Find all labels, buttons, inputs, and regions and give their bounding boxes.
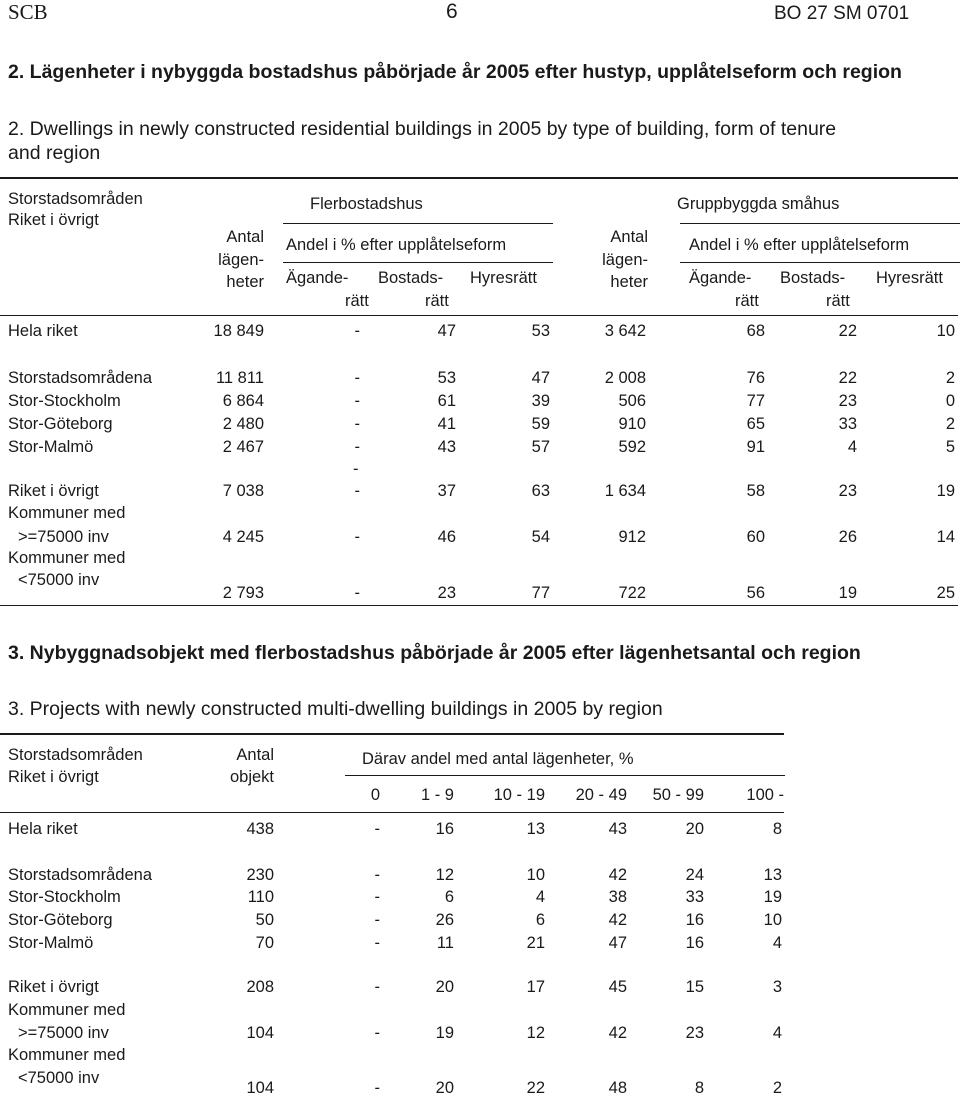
table3-col-header: 1 - 9: [420, 786, 454, 804]
table2-cell: 68: [746, 322, 765, 340]
table2-top-rule: [0, 177, 958, 179]
table2-cell: 592: [618, 438, 646, 456]
table3-cell: -: [374, 911, 380, 929]
table2-cell: 47: [531, 369, 550, 387]
table3-cell: 10: [526, 866, 545, 884]
table2-cell: 14: [936, 528, 955, 546]
table2-cell: -: [354, 584, 360, 602]
table2-cell: 1 634: [604, 482, 646, 500]
table3-cell: 12: [526, 1024, 545, 1042]
table2-antal-1b: lägen-: [218, 251, 264, 269]
table3-cell: 104: [246, 1024, 274, 1042]
table2-bostads-2b: rätt: [826, 292, 850, 310]
table3-cell: 16: [685, 911, 704, 929]
table2-cell: 65: [746, 415, 765, 433]
table2-antal-2a: Antal: [610, 228, 648, 246]
table2-cell: -: [354, 392, 360, 410]
table3-row-label: Stor-Malmö: [8, 934, 94, 952]
table3-stub-head-2: Riket i övrigt: [8, 768, 99, 786]
table2-cell: 2 467: [222, 438, 264, 456]
table3-cell: 23: [685, 1024, 704, 1042]
table2-cell: 19: [936, 482, 955, 500]
table2-cell: 60: [746, 528, 765, 546]
table3-cell: 2: [772, 1079, 782, 1097]
table2-cell: 6 864: [222, 392, 264, 410]
table3-cell: 230: [246, 866, 274, 884]
table3-darav: Därav andel med antal lägenheter, %: [362, 750, 634, 768]
table3-col-header: 0: [370, 786, 380, 804]
table2-cell: -: [354, 322, 360, 340]
table2-cell: 23: [838, 392, 857, 410]
table2-cell: -: [354, 528, 360, 546]
table2-andel-1: Andel i % efter upplåtelseform: [286, 236, 507, 254]
table2-group2-rule: [680, 223, 960, 224]
table2-cell: 56: [746, 584, 765, 602]
header-left: SCB: [8, 0, 48, 24]
table3-cell: 38: [608, 888, 627, 906]
table2-cell: 25: [936, 584, 955, 602]
table3-title-sv: 3. Nybyggnadsobjekt med flerbostadshus påbörjade år 2005 efter lägenhetsantal och region: [8, 642, 861, 664]
table3-row-label: Storstadsområdena: [8, 866, 152, 884]
page-number: 6: [446, 0, 458, 23]
table2-cell: 2: [945, 369, 955, 387]
table2-agande-1b: rätt: [345, 292, 369, 310]
table3-cell: 42: [608, 911, 627, 929]
table2-cell: 7 038: [222, 482, 264, 500]
table2-bostads-1b: rätt: [425, 292, 449, 310]
table2-cell: 47: [437, 322, 456, 340]
table2-cell: 4 245: [222, 528, 264, 546]
table3-cell: -: [374, 888, 380, 906]
table2-agande-2a: Ägande-: [689, 269, 752, 287]
table3-cell: 3: [772, 978, 782, 996]
table3-cell: 15: [685, 978, 704, 996]
table3-col-header: 100 -: [746, 786, 784, 804]
table2-row-label: Kommuner med: [8, 549, 126, 567]
table2-stub-head-2: Riket i övrigt: [8, 211, 99, 229]
table2-antal-1c: heter: [226, 273, 264, 291]
table3-cell: 20: [685, 820, 704, 838]
table3-cell: 50: [255, 911, 274, 929]
table3-row-label: Kommuner med: [8, 1001, 126, 1019]
table3-cell: -: [374, 978, 380, 996]
table2-cell: 37: [437, 482, 456, 500]
table3-cell: 8: [772, 820, 782, 838]
table2-cell: 22: [838, 322, 857, 340]
table2-cell: 4: [847, 438, 857, 456]
table2-hyres-1: Hyresrätt: [470, 269, 537, 287]
table3-cell: 24: [685, 866, 704, 884]
table2-andel2-rule: [680, 262, 960, 263]
table2-row-label: Stor-Malmö: [8, 438, 94, 456]
table2-cell: 2: [945, 415, 955, 433]
table2-title-sv: 2. Lägenheter i nybyggda bostadshus påbörjade år 2005 efter hustyp, upplåtelseform och region: [8, 61, 902, 83]
table3-cell: 17: [526, 978, 545, 996]
table2-cell: 61: [437, 392, 456, 410]
table3-row-label: >=75000 inv: [18, 1024, 109, 1042]
table2-cell: -: [354, 369, 360, 387]
table3-cell: 20: [435, 1079, 454, 1097]
table2-cell: 0: [945, 392, 955, 410]
table2-row-label: >=75000 inv: [18, 528, 109, 546]
table3-cell: 13: [763, 866, 782, 884]
table3-cell: 16: [685, 934, 704, 952]
table3-col-header: 50 - 99: [652, 786, 704, 804]
table2-cell: 46: [437, 528, 456, 546]
table2-cell: -: [354, 415, 360, 433]
table3-stub-head-1: Storstadsområden: [8, 746, 143, 764]
table2-cell: 58: [746, 482, 765, 500]
table2-antal-1a: Antal: [226, 228, 264, 246]
table2-cell: 91: [746, 438, 765, 456]
table2-cell: 77: [746, 392, 765, 410]
table3-cell: 20: [435, 978, 454, 996]
table2-cell: 53: [531, 322, 550, 340]
table3-top-rule: [0, 733, 784, 735]
table2-cell: 41: [437, 415, 456, 433]
table2-cell: 23: [838, 482, 857, 500]
table3-cell: 16: [435, 820, 454, 838]
table2-bottom-rule: [0, 605, 958, 606]
table2-andel1-rule: [283, 262, 553, 263]
table2-hyres-2: Hyresrätt: [876, 269, 943, 287]
table3-cell: 19: [763, 888, 782, 906]
table3-cell: 4: [772, 1024, 782, 1042]
table2-row-label: <75000 inv: [18, 571, 100, 589]
table2-stray-dash: -: [353, 460, 359, 478]
table3-cell: -: [374, 1079, 380, 1097]
table3-cell: 110: [247, 888, 274, 906]
table2-header-rule: [0, 315, 958, 316]
table2-cell: 43: [437, 438, 456, 456]
table2-cell: 2 008: [604, 369, 646, 387]
table2-cell: 57: [531, 438, 550, 456]
table3-cell: 6: [535, 911, 545, 929]
table3-cell: 33: [685, 888, 704, 906]
table2-cell: 76: [746, 369, 765, 387]
table3-cell: 42: [608, 1024, 627, 1042]
table2-andel-2: Andel i % efter upplåtelseform: [689, 236, 910, 254]
table3-cell: 26: [435, 911, 454, 929]
table2-cell: 59: [531, 415, 550, 433]
table2-bostads-1a: Bostads-: [378, 269, 444, 287]
table3-cell: 21: [526, 934, 545, 952]
table2-row-label: Stor-Göteborg: [8, 415, 113, 433]
table3-cell: 208: [246, 978, 274, 996]
table2-cell: 63: [531, 482, 550, 500]
table3-antal-2: objekt: [229, 768, 274, 786]
table2-cell: 5: [945, 438, 955, 456]
table2-cell: 26: [838, 528, 857, 546]
table2-cell: 77: [531, 584, 550, 602]
table3-row-label: Riket i övrigt: [8, 978, 99, 996]
table3-cell: 22: [526, 1079, 545, 1097]
table2-cell: 22: [838, 369, 857, 387]
table2-cell: 2 480: [222, 415, 264, 433]
table3-cell: -: [374, 866, 380, 884]
table3-cell: 4: [772, 934, 782, 952]
table3-cell: -: [374, 934, 380, 952]
table2-cell: 54: [531, 528, 550, 546]
table2-agande-1a: Ägande-: [286, 269, 349, 287]
table3-cell: 4: [535, 888, 545, 906]
table2-cell: 33: [838, 415, 857, 433]
table3-header-rule: [0, 812, 784, 813]
table3-cell: 42: [608, 866, 627, 884]
table3-darav-rule: [345, 775, 785, 776]
table3-cell: 48: [608, 1079, 627, 1097]
table2-bostads-2a: Bostads-: [780, 269, 846, 287]
table2-cell: 18 849: [213, 322, 264, 340]
table3-cell: 12: [435, 866, 454, 884]
table2-title-en: 2. Dwellings in newly constructed residential buildings in 2005 by type of building, form of tenure and region: [8, 118, 837, 164]
table3-cell: 11: [436, 934, 454, 952]
table3-cell: 10: [763, 911, 782, 929]
table2-cell: 3 642: [604, 322, 646, 340]
table2-group-flerbostadshus: Flerbostadshus: [310, 195, 423, 213]
table3-cell: 6: [444, 888, 454, 906]
table2-cell: 19: [838, 584, 857, 602]
table2-cell: 910: [618, 415, 646, 433]
table2-row-label: Riket i övrigt: [8, 482, 99, 500]
table3-row-label: <75000 inv: [18, 1069, 100, 1087]
table3-cell: 47: [608, 934, 627, 952]
table2-cell: 39: [531, 392, 550, 410]
table3-col-header: 10 - 19: [493, 786, 545, 804]
table2-row-label: Hela riket: [8, 322, 78, 340]
table2-agande-2b: rätt: [735, 292, 759, 310]
table2-antal-2b: lägen-: [602, 251, 648, 269]
table2-row-label: Storstadsområdena: [8, 369, 152, 387]
table3-row-label: Hela riket: [8, 820, 78, 838]
table3-antal-1: Antal: [236, 746, 274, 764]
table3-cell: 104: [246, 1079, 274, 1097]
table3-row-label: Stor-Göteborg: [8, 911, 113, 929]
table3-cell: 19: [435, 1024, 454, 1042]
table2-cell: 11 811: [215, 369, 264, 387]
table3-cell: 45: [608, 978, 627, 996]
table2-cell: -: [354, 438, 360, 456]
table2-group1-rule: [283, 223, 553, 224]
table3-cell: 13: [526, 820, 545, 838]
table3-col-header: 20 - 49: [575, 786, 627, 804]
table3-cell: -: [374, 820, 380, 838]
table3-cell: 43: [608, 820, 627, 838]
table2-cell: 10: [936, 322, 955, 340]
table2-row-label: Stor-Stockholm: [8, 392, 121, 410]
table2-group-smahus: Gruppbyggda småhus: [677, 195, 840, 213]
table2-cell: 2 793: [222, 584, 264, 602]
table2-cell: 912: [618, 528, 646, 546]
table2-stub-head-1: Storstadsområden: [8, 190, 143, 208]
table2-cell: 23: [437, 584, 456, 602]
table3-cell: -: [374, 1024, 380, 1042]
table3-cell: 70: [255, 934, 274, 952]
table2-antal-2c: heter: [610, 273, 648, 291]
table2-cell: 53: [437, 369, 456, 387]
header-right: BO 27 SM 0701: [774, 3, 910, 24]
table2-cell: 506: [618, 392, 646, 410]
table3-row-label: Stor-Stockholm: [8, 888, 121, 906]
table2-row-label: Kommuner med: [8, 504, 126, 522]
table3-title-en: 3. Projects with newly constructed multi-dwelling buildings in 2005 by region: [8, 698, 663, 720]
table2-cell: -: [354, 482, 360, 500]
table3-row-label: Kommuner med: [8, 1046, 126, 1064]
table3-cell: 8: [694, 1079, 704, 1097]
table3-cell: 438: [246, 820, 274, 838]
table2-cell: 722: [618, 584, 646, 602]
